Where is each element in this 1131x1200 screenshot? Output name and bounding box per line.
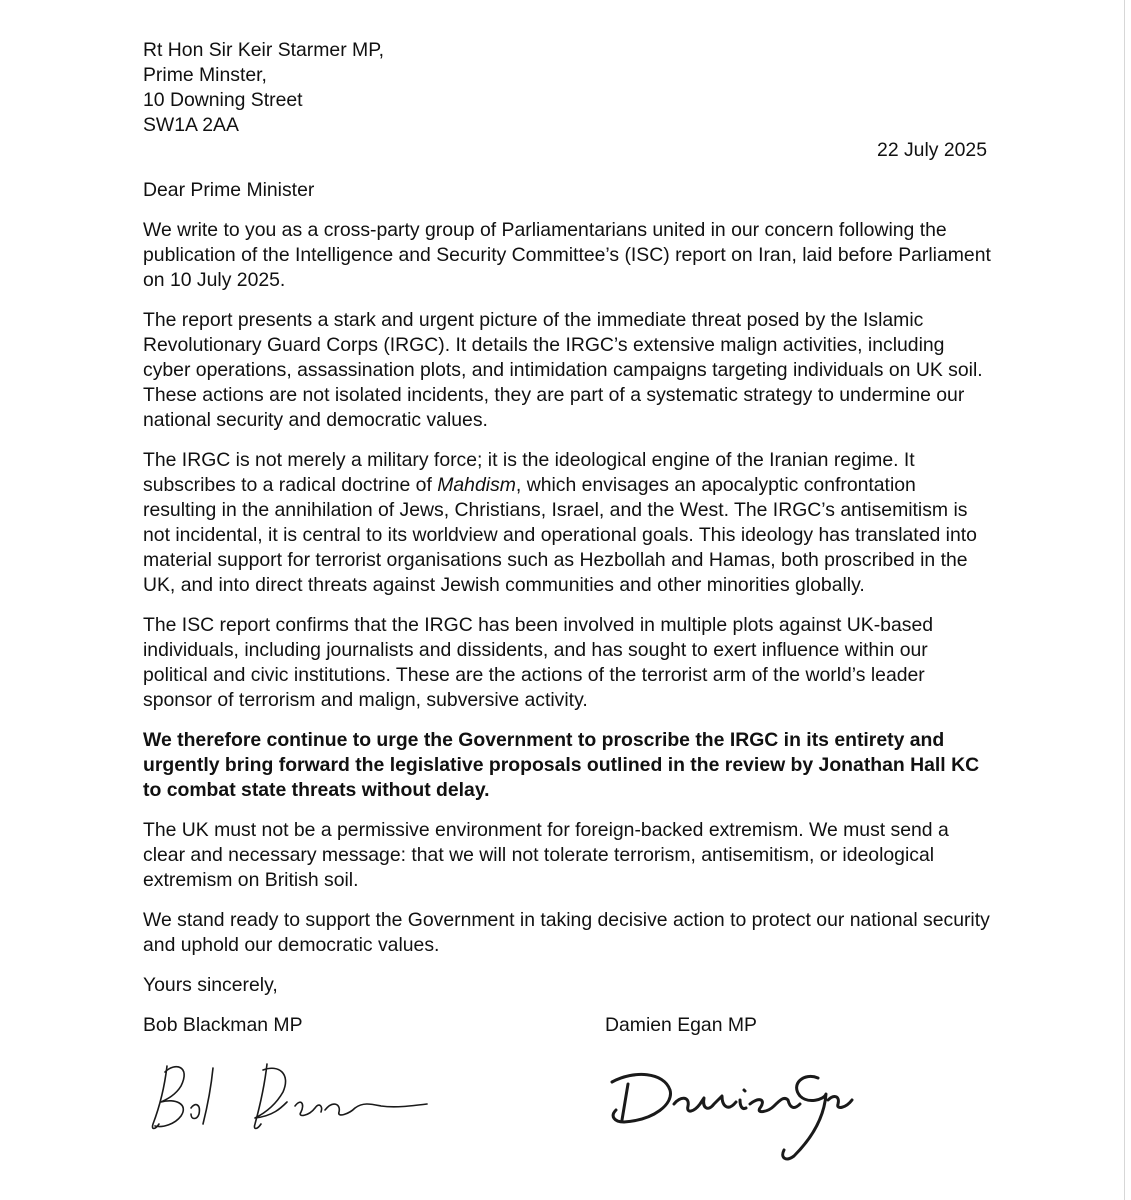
paragraph-1: We write to you as a cross-party group of Parliamentarians united in our concern following the publication of the Intelligence and Security Committee’s (ISC) report on Iran, laid before Parliament on 10 July 2025.: [143, 219, 991, 291]
paragraph-3-part-1: The IRGC is not merely a military force; it is the ideological engine of the Iranian regime. It subscribes to a radical doctrine of: [143, 449, 915, 496]
signature-left: [145, 1058, 435, 1138]
address-line-1: Rt Hon Sir Keir Starmer MP,: [143, 39, 385, 61]
letter-body: [143, 38, 993, 1038]
signatory-name-right: Damien Egan MP: [605, 1014, 757, 1036]
salutation: Dear Prime Minister: [143, 179, 315, 201]
recipient-address: [143, 38, 993, 138]
signatory-name-left: Bob Blackman MP: [143, 1014, 303, 1036]
paragraph-7: We stand ready to support the Government in taking decisive action to protect our national security and uphold our democratic values.: [143, 909, 990, 956]
paragraph-3-emphasis: Mahdism: [437, 474, 516, 496]
paragraph-5-bold-request: We therefore continue to urge the Government to proscribe the IRGC in its entirety and urgently bring forward the legislative proposals outlined in the review by Jonathan Hall KC to combat state threats without delay.: [143, 729, 980, 801]
address-line-3: 10 Downing Street: [143, 89, 303, 111]
address-line-4: SW1A 2AA: [143, 114, 239, 136]
paragraph-3: [143, 448, 993, 598]
letter-date: 22 July 2025: [877, 139, 987, 161]
paragraph-6: The UK must not be a permissive environment for foreign-backed extremism. We must send a clear and necessary message: that we will not tolerate terrorism, antisemitism, or ideological extremism on British soil.: [143, 819, 949, 891]
paragraph-4: The ISC report confirms that the IRGC has been involved in multiple plots against UK-based individuals, including journalists and dissidents, and has sought to exert influence within our political and civic institutions. These are the actions of the terrorist arm of the world’s leader sponsor of terrorism and malign, subversive activity.: [143, 614, 934, 711]
closing: Yours sincerely,: [143, 974, 278, 996]
signatories: [143, 1013, 993, 1038]
paragraph-3-part-2: , which envisages an apocalyptic confrontation resulting in the annihilation of Jews, Christians, Israel, and the West. The IRGC’s antisemitism is not incidental, it is central to its worldview and operational goals. This ideology has translated into material support for terrorist organisations such as Hezbollah and Hamas, both proscribed in the UK, and into direct threats against Jewish communities and other minorities globally.: [143, 474, 977, 596]
address-line-2: Prime Minster,: [143, 64, 267, 86]
signature-right: [604, 1060, 864, 1165]
paragraph-2: The report presents a stark and urgent picture of the immediate threat posed by the Islamic Revolutionary Guard Corps (IRGC). It details the IRGC’s extensive malign activities, including cyber operations, assassination plots, and intimidation campaigns targeting individuals on UK soil. These actions are not isolated incidents, they are part of a systematic strategy to undermine our national security and democratic values.: [143, 309, 983, 431]
